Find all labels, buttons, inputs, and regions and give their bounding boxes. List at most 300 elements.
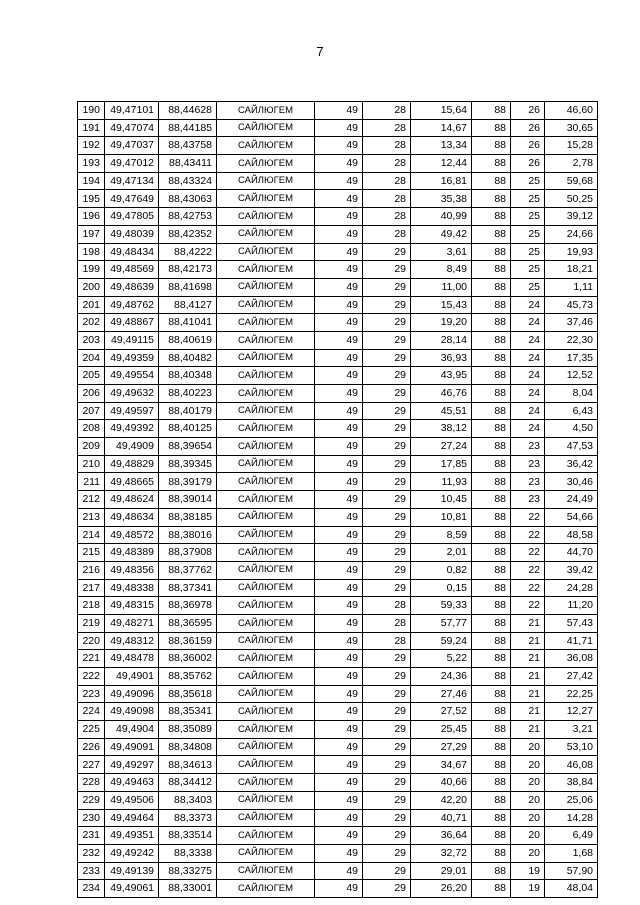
longitude-decimal-cell: 88,33275 bbox=[159, 862, 217, 880]
longitude-minutes-cell: 23 bbox=[511, 455, 545, 473]
longitude-seconds-cell: 25,06 bbox=[545, 791, 598, 809]
name-cell: САЙЛЮГЕМ bbox=[217, 756, 315, 774]
table-row bbox=[78, 137, 598, 155]
latitude-decimal-cell: 49,49632 bbox=[105, 385, 159, 403]
name-cell: САЙЛЮГЕМ bbox=[217, 844, 315, 862]
latitude-degrees-cell: 49 bbox=[315, 632, 363, 650]
name-cell: САЙЛЮГЕМ bbox=[217, 367, 315, 385]
latitude-degrees-cell: 49 bbox=[315, 155, 363, 173]
latitude-seconds-cell: 42,20 bbox=[411, 791, 472, 809]
longitude-degrees-cell: 88 bbox=[472, 738, 511, 756]
longitude-seconds-cell: 36,08 bbox=[545, 650, 598, 668]
longitude-decimal-cell: 88,35089 bbox=[159, 721, 217, 739]
latitude-minutes-cell: 29 bbox=[363, 827, 411, 845]
latitude-minutes-cell: 28 bbox=[363, 208, 411, 226]
latitude-decimal-cell: 49,48867 bbox=[105, 314, 159, 332]
latitude-degrees-cell: 49 bbox=[315, 738, 363, 756]
table-row bbox=[78, 367, 598, 385]
longitude-seconds-cell: 54,66 bbox=[545, 508, 598, 526]
table-row bbox=[78, 119, 598, 137]
longitude-minutes-cell: 24 bbox=[511, 314, 545, 332]
latitude-degrees-cell: 49 bbox=[315, 455, 363, 473]
longitude-seconds-cell: 57,43 bbox=[545, 614, 598, 632]
table-row bbox=[78, 243, 598, 261]
longitude-degrees-cell: 88 bbox=[472, 614, 511, 632]
longitude-minutes-cell: 25 bbox=[511, 225, 545, 243]
longitude-decimal-cell: 88,39345 bbox=[159, 455, 217, 473]
table-row bbox=[78, 296, 598, 314]
latitude-minutes-cell: 29 bbox=[363, 367, 411, 385]
longitude-degrees-cell: 88 bbox=[472, 544, 511, 562]
latitude-decimal-cell: 49,48389 bbox=[105, 544, 159, 562]
table-row bbox=[78, 650, 598, 668]
latitude-minutes-cell: 28 bbox=[363, 155, 411, 173]
latitude-minutes-cell: 29 bbox=[363, 544, 411, 562]
name-cell: САЙЛЮГЕМ bbox=[217, 721, 315, 739]
point-number-cell: 228 bbox=[78, 774, 105, 792]
latitude-degrees-cell: 49 bbox=[315, 579, 363, 597]
longitude-seconds-cell: 45,73 bbox=[545, 296, 598, 314]
latitude-seconds-cell: 40,66 bbox=[411, 774, 472, 792]
longitude-degrees-cell: 88 bbox=[472, 844, 511, 862]
longitude-decimal-cell: 88,39179 bbox=[159, 473, 217, 491]
latitude-seconds-cell: 36,93 bbox=[411, 349, 472, 367]
latitude-seconds-cell: 34,67 bbox=[411, 756, 472, 774]
longitude-seconds-cell: 24,66 bbox=[545, 225, 598, 243]
latitude-degrees-cell: 49 bbox=[315, 491, 363, 509]
longitude-seconds-cell: 59,68 bbox=[545, 172, 598, 190]
latitude-seconds-cell: 0,82 bbox=[411, 561, 472, 579]
longitude-decimal-cell: 88,38016 bbox=[159, 526, 217, 544]
latitude-seconds-cell: 17,85 bbox=[411, 455, 472, 473]
longitude-decimal-cell: 88,36595 bbox=[159, 614, 217, 632]
table-row bbox=[78, 420, 598, 438]
name-cell: САЙЛЮГЕМ bbox=[217, 119, 315, 137]
table-body bbox=[78, 102, 598, 898]
table-row bbox=[78, 774, 598, 792]
longitude-seconds-cell: 24,28 bbox=[545, 579, 598, 597]
point-number-cell: 212 bbox=[78, 491, 105, 509]
latitude-degrees-cell: 49 bbox=[315, 827, 363, 845]
name-cell: САЙЛЮГЕМ bbox=[217, 261, 315, 279]
longitude-degrees-cell: 88 bbox=[472, 438, 511, 456]
latitude-seconds-cell: 10,45 bbox=[411, 491, 472, 509]
latitude-degrees-cell: 49 bbox=[315, 243, 363, 261]
longitude-minutes-cell: 23 bbox=[511, 438, 545, 456]
point-number-cell: 232 bbox=[78, 844, 105, 862]
point-number-cell: 216 bbox=[78, 561, 105, 579]
latitude-decimal-cell: 49,49463 bbox=[105, 774, 159, 792]
longitude-decimal-cell: 88,34412 bbox=[159, 774, 217, 792]
longitude-seconds-cell: 46,08 bbox=[545, 756, 598, 774]
table-row bbox=[78, 208, 598, 226]
name-cell: САЙЛЮГЕМ bbox=[217, 526, 315, 544]
latitude-degrees-cell: 49 bbox=[315, 296, 363, 314]
longitude-degrees-cell: 88 bbox=[472, 261, 511, 279]
table-row bbox=[78, 491, 598, 509]
latitude-degrees-cell: 49 bbox=[315, 385, 363, 403]
latitude-seconds-cell: 10,81 bbox=[411, 508, 472, 526]
longitude-decimal-cell: 88,40619 bbox=[159, 331, 217, 349]
longitude-minutes-cell: 24 bbox=[511, 420, 545, 438]
latitude-minutes-cell: 29 bbox=[363, 685, 411, 703]
latitude-seconds-cell: 26,20 bbox=[411, 880, 472, 898]
name-cell: САЙЛЮГЕМ bbox=[217, 685, 315, 703]
longitude-degrees-cell: 88 bbox=[472, 225, 511, 243]
latitude-degrees-cell: 49 bbox=[315, 473, 363, 491]
name-cell: САЙЛЮГЕМ bbox=[217, 579, 315, 597]
latitude-minutes-cell: 29 bbox=[363, 738, 411, 756]
point-number-cell: 215 bbox=[78, 544, 105, 562]
coordinates-table bbox=[77, 101, 598, 898]
table-row bbox=[78, 862, 598, 880]
longitude-degrees-cell: 88 bbox=[472, 827, 511, 845]
table-row bbox=[78, 385, 598, 403]
longitude-seconds-cell: 6,49 bbox=[545, 827, 598, 845]
latitude-seconds-cell: 32,72 bbox=[411, 844, 472, 862]
latitude-minutes-cell: 29 bbox=[363, 579, 411, 597]
table-row bbox=[78, 438, 598, 456]
longitude-minutes-cell: 24 bbox=[511, 367, 545, 385]
latitude-degrees-cell: 49 bbox=[315, 703, 363, 721]
longitude-seconds-cell: 44,70 bbox=[545, 544, 598, 562]
latitude-degrees-cell: 49 bbox=[315, 172, 363, 190]
latitude-seconds-cell: 24,36 bbox=[411, 668, 472, 686]
longitude-decimal-cell: 88,40223 bbox=[159, 385, 217, 403]
longitude-minutes-cell: 20 bbox=[511, 809, 545, 827]
latitude-minutes-cell: 29 bbox=[363, 296, 411, 314]
page-number: 7 bbox=[316, 44, 324, 59]
longitude-minutes-cell: 22 bbox=[511, 561, 545, 579]
longitude-degrees-cell: 88 bbox=[472, 331, 511, 349]
latitude-minutes-cell: 29 bbox=[363, 473, 411, 491]
latitude-minutes-cell: 29 bbox=[363, 385, 411, 403]
longitude-seconds-cell: 8,04 bbox=[545, 385, 598, 403]
longitude-seconds-cell: 24,49 bbox=[545, 491, 598, 509]
longitude-minutes-cell: 20 bbox=[511, 844, 545, 862]
latitude-seconds-cell: 16,81 bbox=[411, 172, 472, 190]
table-row bbox=[78, 738, 598, 756]
name-cell: САЙЛЮГЕМ bbox=[217, 491, 315, 509]
point-number-cell: 190 bbox=[78, 102, 105, 120]
name-cell: САЙЛЮГЕМ bbox=[217, 809, 315, 827]
longitude-decimal-cell: 88,37341 bbox=[159, 579, 217, 597]
point-number-cell: 226 bbox=[78, 738, 105, 756]
latitude-decimal-cell: 49,48315 bbox=[105, 597, 159, 615]
latitude-degrees-cell: 49 bbox=[315, 208, 363, 226]
point-number-cell: 217 bbox=[78, 579, 105, 597]
name-cell: САЙЛЮГЕМ bbox=[217, 243, 315, 261]
latitude-minutes-cell: 29 bbox=[363, 508, 411, 526]
table-row bbox=[78, 721, 598, 739]
latitude-decimal-cell: 49,49351 bbox=[105, 827, 159, 845]
latitude-decimal-cell: 49,4904 bbox=[105, 721, 159, 739]
longitude-seconds-cell: 50,25 bbox=[545, 190, 598, 208]
longitude-decimal-cell: 88,33514 bbox=[159, 827, 217, 845]
latitude-degrees-cell: 49 bbox=[315, 597, 363, 615]
longitude-seconds-cell: 14,28 bbox=[545, 809, 598, 827]
latitude-decimal-cell: 49,4909 bbox=[105, 438, 159, 456]
longitude-decimal-cell: 88,39654 bbox=[159, 438, 217, 456]
name-cell: САЙЛЮГЕМ bbox=[217, 880, 315, 898]
latitude-decimal-cell: 49,49464 bbox=[105, 809, 159, 827]
longitude-decimal-cell: 88,44185 bbox=[159, 119, 217, 137]
latitude-degrees-cell: 49 bbox=[315, 261, 363, 279]
latitude-seconds-cell: 12,44 bbox=[411, 155, 472, 173]
latitude-seconds-cell: 27,29 bbox=[411, 738, 472, 756]
latitude-decimal-cell: 49,47134 bbox=[105, 172, 159, 190]
longitude-minutes-cell: 25 bbox=[511, 278, 545, 296]
table-row bbox=[78, 508, 598, 526]
longitude-decimal-cell: 88,3403 bbox=[159, 791, 217, 809]
name-cell: САЙЛЮГЕМ bbox=[217, 862, 315, 880]
latitude-degrees-cell: 49 bbox=[315, 438, 363, 456]
latitude-seconds-cell: 0,15 bbox=[411, 579, 472, 597]
point-number-cell: 207 bbox=[78, 402, 105, 420]
longitude-minutes-cell: 23 bbox=[511, 491, 545, 509]
latitude-degrees-cell: 49 bbox=[315, 367, 363, 385]
longitude-seconds-cell: 2,78 bbox=[545, 155, 598, 173]
latitude-minutes-cell: 28 bbox=[363, 614, 411, 632]
longitude-minutes-cell: 20 bbox=[511, 738, 545, 756]
latitude-minutes-cell: 28 bbox=[363, 137, 411, 155]
longitude-decimal-cell: 88,34613 bbox=[159, 756, 217, 774]
table-row bbox=[78, 791, 598, 809]
longitude-decimal-cell: 88,40348 bbox=[159, 367, 217, 385]
latitude-minutes-cell: 29 bbox=[363, 402, 411, 420]
latitude-seconds-cell: 14,67 bbox=[411, 119, 472, 137]
table-row bbox=[78, 349, 598, 367]
point-number-cell: 234 bbox=[78, 880, 105, 898]
name-cell: САЙЛЮГЕМ bbox=[217, 278, 315, 296]
latitude-minutes-cell: 29 bbox=[363, 491, 411, 509]
longitude-decimal-cell: 88,36159 bbox=[159, 632, 217, 650]
longitude-seconds-cell: 11,20 bbox=[545, 597, 598, 615]
longitude-seconds-cell: 3,21 bbox=[545, 721, 598, 739]
longitude-degrees-cell: 88 bbox=[472, 455, 511, 473]
table-row bbox=[78, 473, 598, 491]
point-number-cell: 193 bbox=[78, 155, 105, 173]
name-cell: САЙЛЮГЕМ bbox=[217, 314, 315, 332]
longitude-decimal-cell: 88,37908 bbox=[159, 544, 217, 562]
latitude-minutes-cell: 29 bbox=[363, 880, 411, 898]
latitude-degrees-cell: 49 bbox=[315, 402, 363, 420]
point-number-cell: 202 bbox=[78, 314, 105, 332]
point-number-cell: 214 bbox=[78, 526, 105, 544]
longitude-seconds-cell: 1,68 bbox=[545, 844, 598, 862]
table-row bbox=[78, 685, 598, 703]
latitude-minutes-cell: 29 bbox=[363, 668, 411, 686]
latitude-degrees-cell: 49 bbox=[315, 844, 363, 862]
table-row bbox=[78, 668, 598, 686]
latitude-degrees-cell: 49 bbox=[315, 721, 363, 739]
latitude-decimal-cell: 49,48039 bbox=[105, 225, 159, 243]
latitude-minutes-cell: 29 bbox=[363, 756, 411, 774]
latitude-seconds-cell: 3,61 bbox=[411, 243, 472, 261]
name-cell: САЙЛЮГЕМ bbox=[217, 738, 315, 756]
longitude-degrees-cell: 88 bbox=[472, 278, 511, 296]
longitude-minutes-cell: 22 bbox=[511, 508, 545, 526]
table-row bbox=[78, 756, 598, 774]
longitude-seconds-cell: 47,53 bbox=[545, 438, 598, 456]
longitude-decimal-cell: 88,33001 bbox=[159, 880, 217, 898]
point-number-cell: 225 bbox=[78, 721, 105, 739]
longitude-minutes-cell: 25 bbox=[511, 190, 545, 208]
latitude-degrees-cell: 49 bbox=[315, 314, 363, 332]
longitude-decimal-cell: 88,37762 bbox=[159, 561, 217, 579]
longitude-degrees-cell: 88 bbox=[472, 473, 511, 491]
longitude-degrees-cell: 88 bbox=[472, 402, 511, 420]
latitude-decimal-cell: 49,49554 bbox=[105, 367, 159, 385]
latitude-degrees-cell: 49 bbox=[315, 349, 363, 367]
table-row bbox=[78, 561, 598, 579]
longitude-decimal-cell: 88,42753 bbox=[159, 208, 217, 226]
latitude-seconds-cell: 13,34 bbox=[411, 137, 472, 155]
latitude-degrees-cell: 49 bbox=[315, 668, 363, 686]
latitude-seconds-cell: 49,42 bbox=[411, 225, 472, 243]
latitude-decimal-cell: 49,49359 bbox=[105, 349, 159, 367]
latitude-degrees-cell: 49 bbox=[315, 862, 363, 880]
longitude-seconds-cell: 36,42 bbox=[545, 455, 598, 473]
latitude-seconds-cell: 28,14 bbox=[411, 331, 472, 349]
name-cell: САЙЛЮГЕМ bbox=[217, 331, 315, 349]
point-number-cell: 194 bbox=[78, 172, 105, 190]
longitude-seconds-cell: 4,50 bbox=[545, 420, 598, 438]
latitude-seconds-cell: 11,00 bbox=[411, 278, 472, 296]
longitude-minutes-cell: 24 bbox=[511, 331, 545, 349]
table-row bbox=[78, 614, 598, 632]
latitude-seconds-cell: 38,12 bbox=[411, 420, 472, 438]
longitude-minutes-cell: 26 bbox=[511, 155, 545, 173]
latitude-minutes-cell: 29 bbox=[363, 774, 411, 792]
latitude-degrees-cell: 49 bbox=[315, 278, 363, 296]
longitude-decimal-cell: 88,42352 bbox=[159, 225, 217, 243]
longitude-degrees-cell: 88 bbox=[472, 102, 511, 120]
longitude-degrees-cell: 88 bbox=[472, 137, 511, 155]
point-number-cell: 201 bbox=[78, 296, 105, 314]
point-number-cell: 222 bbox=[78, 668, 105, 686]
longitude-degrees-cell: 88 bbox=[472, 172, 511, 190]
latitude-degrees-cell: 49 bbox=[315, 544, 363, 562]
latitude-decimal-cell: 49,48478 bbox=[105, 650, 159, 668]
longitude-seconds-cell: 15,28 bbox=[545, 137, 598, 155]
longitude-minutes-cell: 25 bbox=[511, 261, 545, 279]
point-number-cell: 224 bbox=[78, 703, 105, 721]
longitude-decimal-cell: 88,43411 bbox=[159, 155, 217, 173]
longitude-decimal-cell: 88,42173 bbox=[159, 261, 217, 279]
longitude-degrees-cell: 88 bbox=[472, 721, 511, 739]
longitude-seconds-cell: 30,46 bbox=[545, 473, 598, 491]
longitude-decimal-cell: 88,40125 bbox=[159, 420, 217, 438]
latitude-decimal-cell: 49,48624 bbox=[105, 491, 159, 509]
longitude-decimal-cell: 88,40482 bbox=[159, 349, 217, 367]
table-row bbox=[78, 278, 598, 296]
point-number-cell: 195 bbox=[78, 190, 105, 208]
latitude-decimal-cell: 49,48665 bbox=[105, 473, 159, 491]
longitude-seconds-cell: 48,04 bbox=[545, 880, 598, 898]
name-cell: САЙЛЮГЕМ bbox=[217, 508, 315, 526]
longitude-seconds-cell: 39,12 bbox=[545, 208, 598, 226]
longitude-seconds-cell: 18,21 bbox=[545, 261, 598, 279]
longitude-seconds-cell: 17,35 bbox=[545, 349, 598, 367]
latitude-decimal-cell: 49,49115 bbox=[105, 331, 159, 349]
longitude-minutes-cell: 19 bbox=[511, 862, 545, 880]
point-number-cell: 209 bbox=[78, 438, 105, 456]
latitude-seconds-cell: 59,24 bbox=[411, 632, 472, 650]
latitude-seconds-cell: 15,43 bbox=[411, 296, 472, 314]
longitude-degrees-cell: 88 bbox=[472, 579, 511, 597]
point-number-cell: 200 bbox=[78, 278, 105, 296]
longitude-minutes-cell: 26 bbox=[511, 119, 545, 137]
latitude-degrees-cell: 49 bbox=[315, 526, 363, 544]
longitude-degrees-cell: 88 bbox=[472, 703, 511, 721]
latitude-seconds-cell: 27,46 bbox=[411, 685, 472, 703]
longitude-decimal-cell: 88,41698 bbox=[159, 278, 217, 296]
longitude-degrees-cell: 88 bbox=[472, 809, 511, 827]
latitude-seconds-cell: 59,33 bbox=[411, 597, 472, 615]
latitude-decimal-cell: 49,49506 bbox=[105, 791, 159, 809]
latitude-minutes-cell: 29 bbox=[363, 349, 411, 367]
latitude-degrees-cell: 49 bbox=[315, 137, 363, 155]
longitude-seconds-cell: 12,52 bbox=[545, 367, 598, 385]
point-number-cell: 218 bbox=[78, 597, 105, 615]
latitude-decimal-cell: 49,48569 bbox=[105, 261, 159, 279]
table-row bbox=[78, 172, 598, 190]
longitude-seconds-cell: 39,42 bbox=[545, 561, 598, 579]
longitude-minutes-cell: 19 bbox=[511, 880, 545, 898]
latitude-decimal-cell: 49,49091 bbox=[105, 738, 159, 756]
longitude-decimal-cell: 88,43063 bbox=[159, 190, 217, 208]
longitude-minutes-cell: 22 bbox=[511, 544, 545, 562]
latitude-decimal-cell: 49,47649 bbox=[105, 190, 159, 208]
longitude-degrees-cell: 88 bbox=[472, 243, 511, 261]
longitude-degrees-cell: 88 bbox=[472, 774, 511, 792]
longitude-decimal-cell: 88,43758 bbox=[159, 137, 217, 155]
table-row bbox=[78, 155, 598, 173]
latitude-minutes-cell: 28 bbox=[363, 172, 411, 190]
latitude-minutes-cell: 29 bbox=[363, 862, 411, 880]
point-number-cell: 203 bbox=[78, 331, 105, 349]
latitude-minutes-cell: 29 bbox=[363, 261, 411, 279]
point-number-cell: 196 bbox=[78, 208, 105, 226]
latitude-seconds-cell: 40,71 bbox=[411, 809, 472, 827]
longitude-minutes-cell: 22 bbox=[511, 526, 545, 544]
point-number-cell: 192 bbox=[78, 137, 105, 155]
longitude-seconds-cell: 1,11 bbox=[545, 278, 598, 296]
latitude-minutes-cell: 29 bbox=[363, 561, 411, 579]
point-number-cell: 210 bbox=[78, 455, 105, 473]
longitude-degrees-cell: 88 bbox=[472, 155, 511, 173]
latitude-seconds-cell: 5,22 bbox=[411, 650, 472, 668]
longitude-degrees-cell: 88 bbox=[472, 349, 511, 367]
longitude-minutes-cell: 20 bbox=[511, 774, 545, 792]
name-cell: САЙЛЮГЕМ bbox=[217, 791, 315, 809]
latitude-seconds-cell: 40,99 bbox=[411, 208, 472, 226]
longitude-minutes-cell: 21 bbox=[511, 703, 545, 721]
point-number-cell: 227 bbox=[78, 756, 105, 774]
name-cell: САЙЛЮГЕМ bbox=[217, 137, 315, 155]
longitude-decimal-cell: 88,38185 bbox=[159, 508, 217, 526]
table-row bbox=[78, 703, 598, 721]
latitude-degrees-cell: 49 bbox=[315, 331, 363, 349]
longitude-seconds-cell: 38,84 bbox=[545, 774, 598, 792]
table-row bbox=[78, 597, 598, 615]
longitude-seconds-cell: 57,90 bbox=[545, 862, 598, 880]
longitude-decimal-cell: 88,40179 bbox=[159, 402, 217, 420]
latitude-seconds-cell: 8,59 bbox=[411, 526, 472, 544]
longitude-decimal-cell: 88,3338 bbox=[159, 844, 217, 862]
name-cell: САЙЛЮГЕМ bbox=[217, 208, 315, 226]
